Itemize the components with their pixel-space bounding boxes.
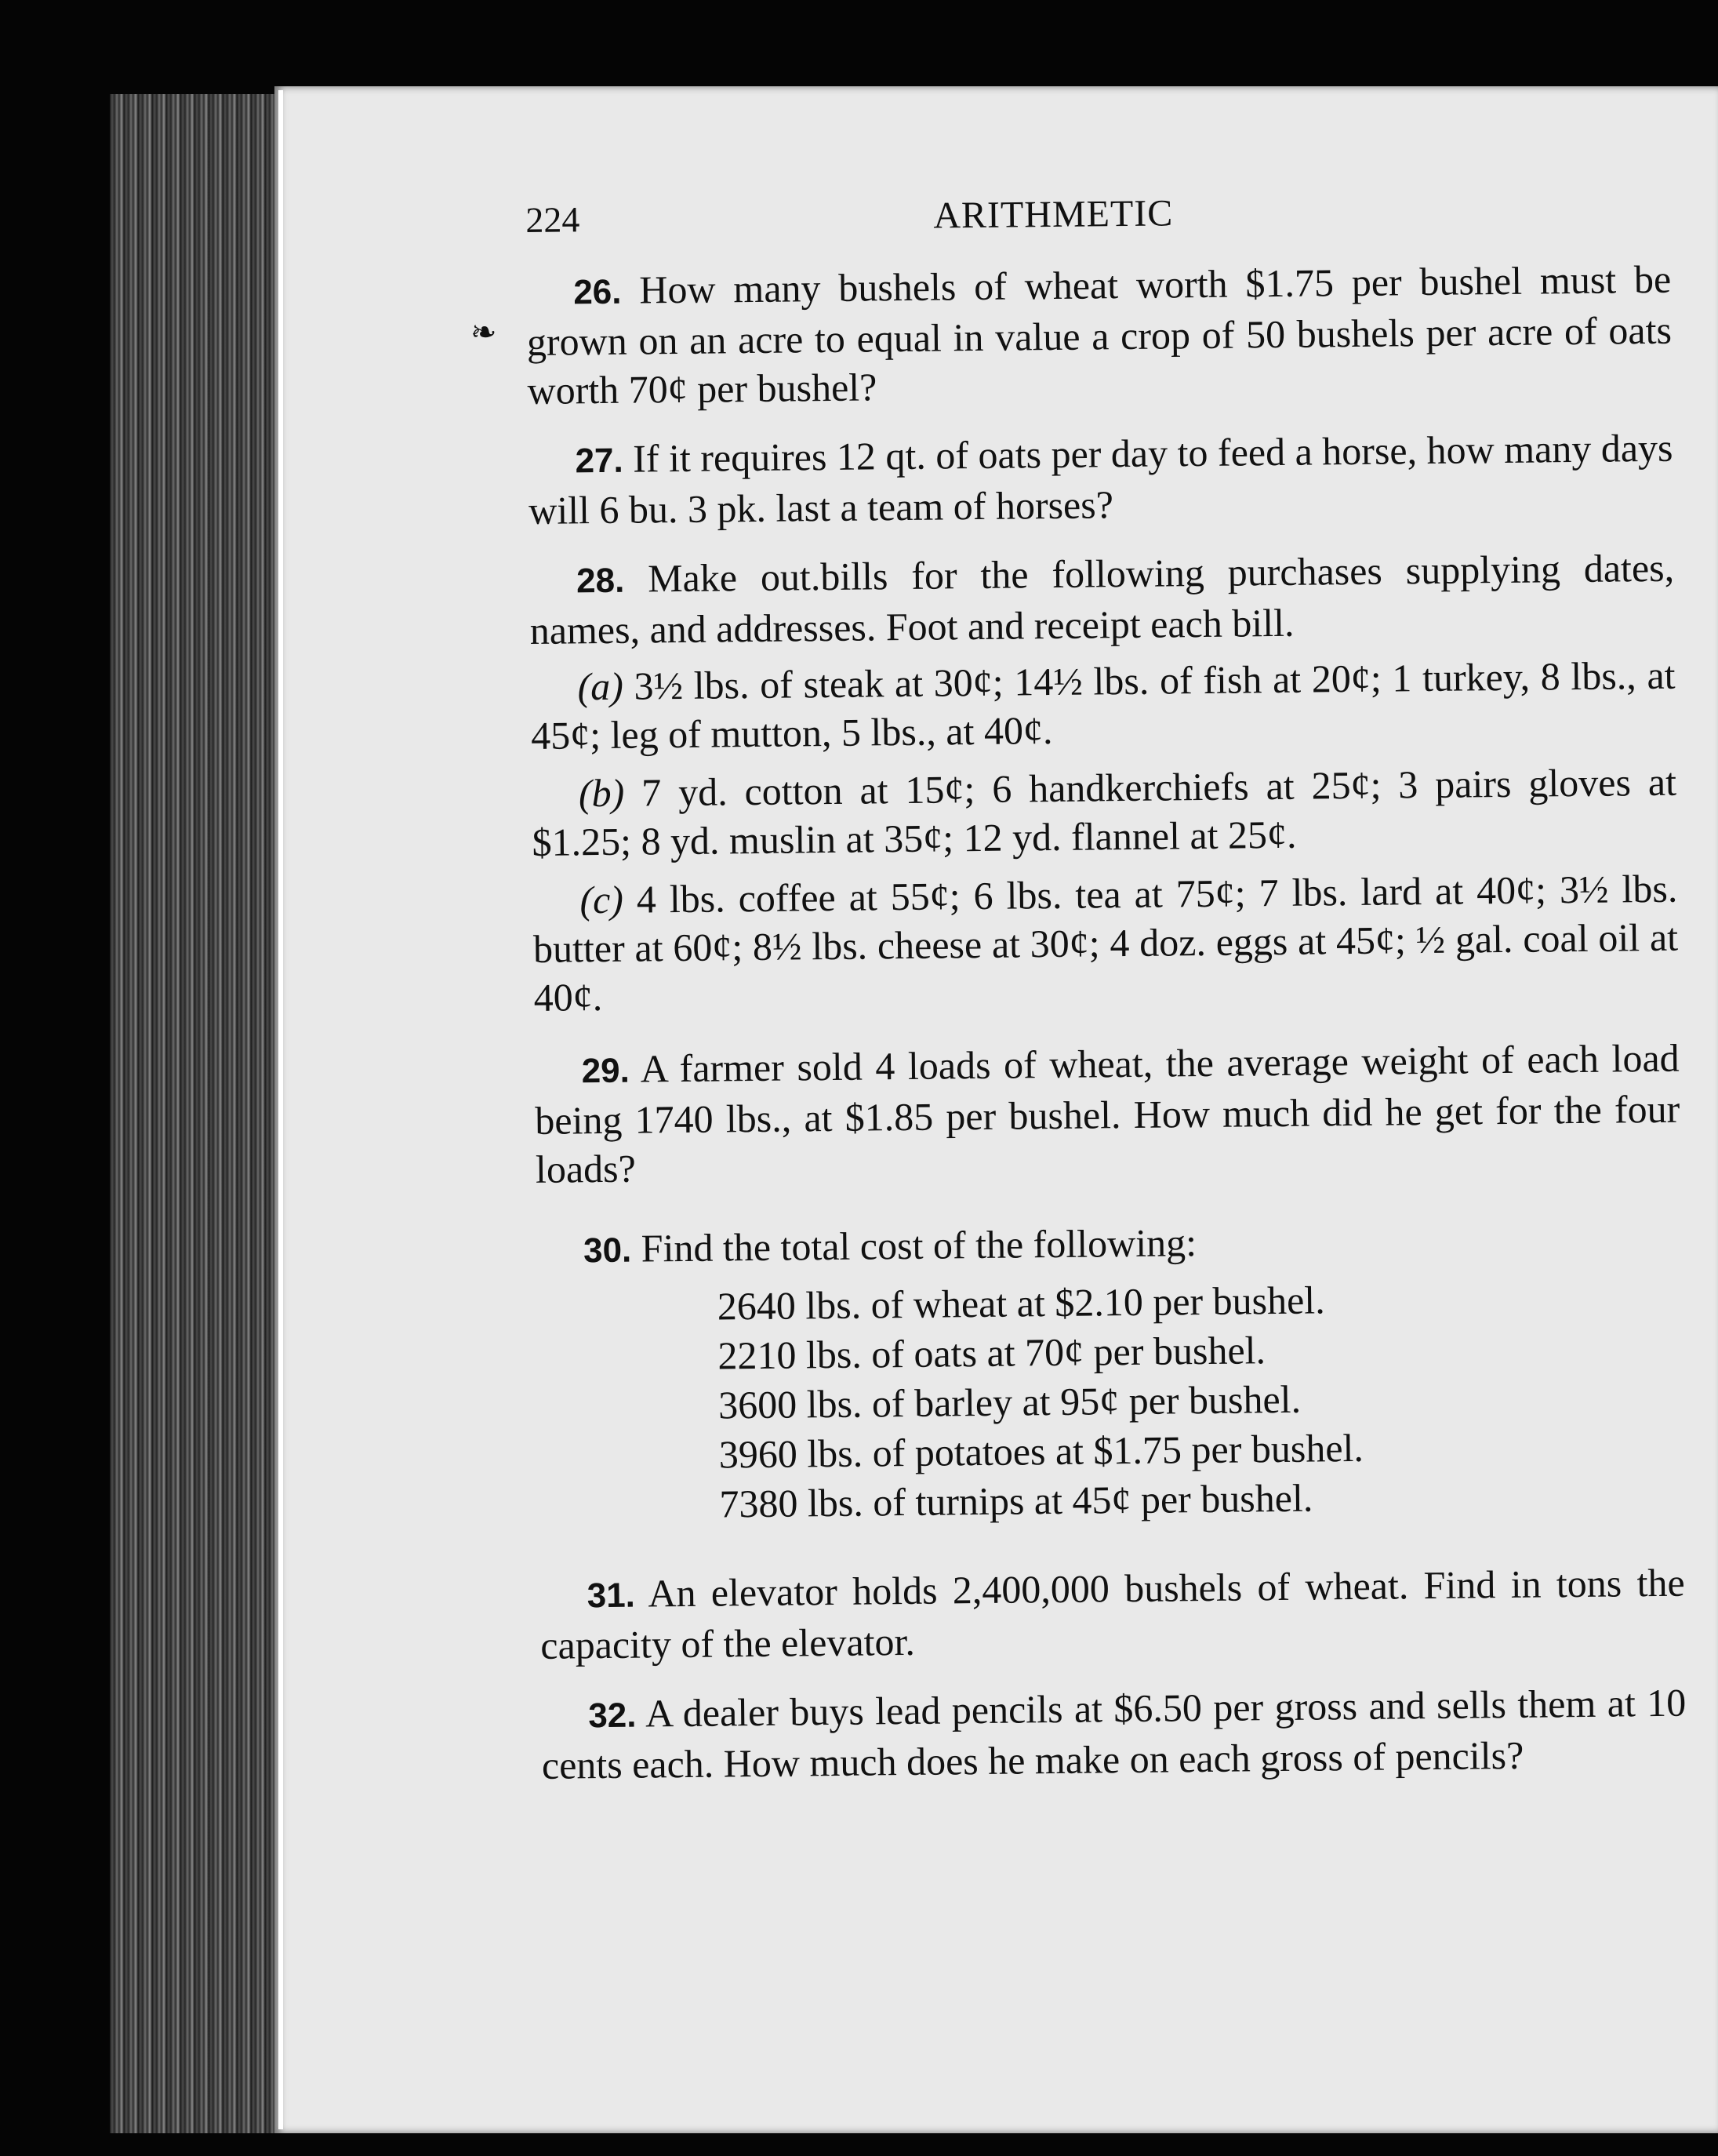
part-label: (a)	[577, 664, 624, 709]
margin-mark-icon: ❧	[470, 314, 497, 350]
problem-text: Find the total cost of the following:	[641, 1220, 1197, 1271]
problem-text: A farmer sold 4 loads of wheat, the average weight of each load being 1740 lbs., at $1.85 per bushel. How much did he get for the four loads?	[535, 1035, 1680, 1191]
problem-number: 30.	[583, 1231, 632, 1271]
problem-text: If it requires 12 qt. of oats per day to feed a horse, how many days will 6 bu. 3 pk. last a team of horses?	[528, 425, 1673, 533]
problem-28-part-a	[530, 651, 1676, 760]
problem-text: Make out.bills for the following purchases supplying dates, names, and addresses. Foot and receipt each bill.	[529, 545, 1675, 653]
problem-number: 27.	[575, 441, 623, 481]
problem-30-list	[717, 1272, 1684, 1529]
problem-number: 28.	[576, 561, 625, 601]
list-item: 7380 lbs. of turnips at 45¢ per bushel.	[719, 1475, 1313, 1526]
list-item: 2210 lbs. of oats at 70¢ per bushel.	[717, 1328, 1266, 1378]
problem-number: 29.	[581, 1051, 630, 1091]
part-text: 4 lbs. coffee at 55¢; 6 lbs. tea at 75¢; 7 lbs. lard at 40¢; 3½ lbs. butter at 60¢; 8½ lbs. cheese at 30¢; 4 doz. eggs at 45¢; ½ gal. coal oil at 40¢.	[532, 866, 1679, 1020]
problem-31	[539, 1558, 1685, 1670]
problem-number: 32.	[588, 1696, 637, 1736]
list-item: 3960 lbs. of potatoes at $1.75 per bushel.	[718, 1425, 1364, 1477]
problem-number: 26.	[573, 272, 622, 312]
problem-text: How many bushels of wheat worth $1.75 per bushel must be grown on an acre to equal in value a crop of 50 bushels per acre of oats worth 70¢ per bushel?	[526, 256, 1673, 413]
part-text: 3½ lbs. of steak at 30¢; 14½ lbs. of fish at 20¢; 1 turkey, 8 lbs., at 45¢; leg of mutton, 5 lbs., at 40¢.	[530, 653, 1676, 758]
problem-text: A dealer buys lead pencils at $6.50 per gross and sells them at 10 cents each. How much does he make on each gross of pencils?	[541, 1680, 1687, 1787]
problem-28-part-b	[532, 758, 1677, 867]
problem-30	[536, 1213, 1682, 1276]
problem-26	[526, 255, 1673, 415]
problem-28-part-c	[532, 864, 1679, 1022]
part-label: (c)	[579, 877, 624, 922]
page-number: 224	[525, 199, 580, 240]
problem-text: An elevator holds 2,400,000 bushels of wheat. Find in tons the capacity of the elevator.	[540, 1560, 1685, 1667]
list-item: 2640 lbs. of wheat at $2.10 per bushel.	[717, 1278, 1325, 1329]
problem-27	[528, 424, 1673, 535]
problem-32	[541, 1678, 1687, 1790]
part-label: (b)	[578, 770, 625, 816]
problem-number: 31.	[587, 1576, 636, 1616]
running-title: ARITHMETIC	[933, 192, 1174, 237]
problem-29	[534, 1034, 1680, 1194]
list-item: 3600 lbs. of barley at 95¢ per bushel.	[717, 1376, 1302, 1427]
book-page-edges	[110, 94, 290, 2133]
page-text	[525, 184, 1687, 1810]
problem-28	[529, 544, 1675, 655]
part-text: 7 yd. cotton at 15¢; 6 handkerchiefs at 25¢; 3 pairs gloves at $1.25; 8 yd. muslin at 35¢; 12 yd. flannel at 25¢.	[532, 759, 1677, 864]
page-edge-highlight	[278, 90, 283, 2129]
